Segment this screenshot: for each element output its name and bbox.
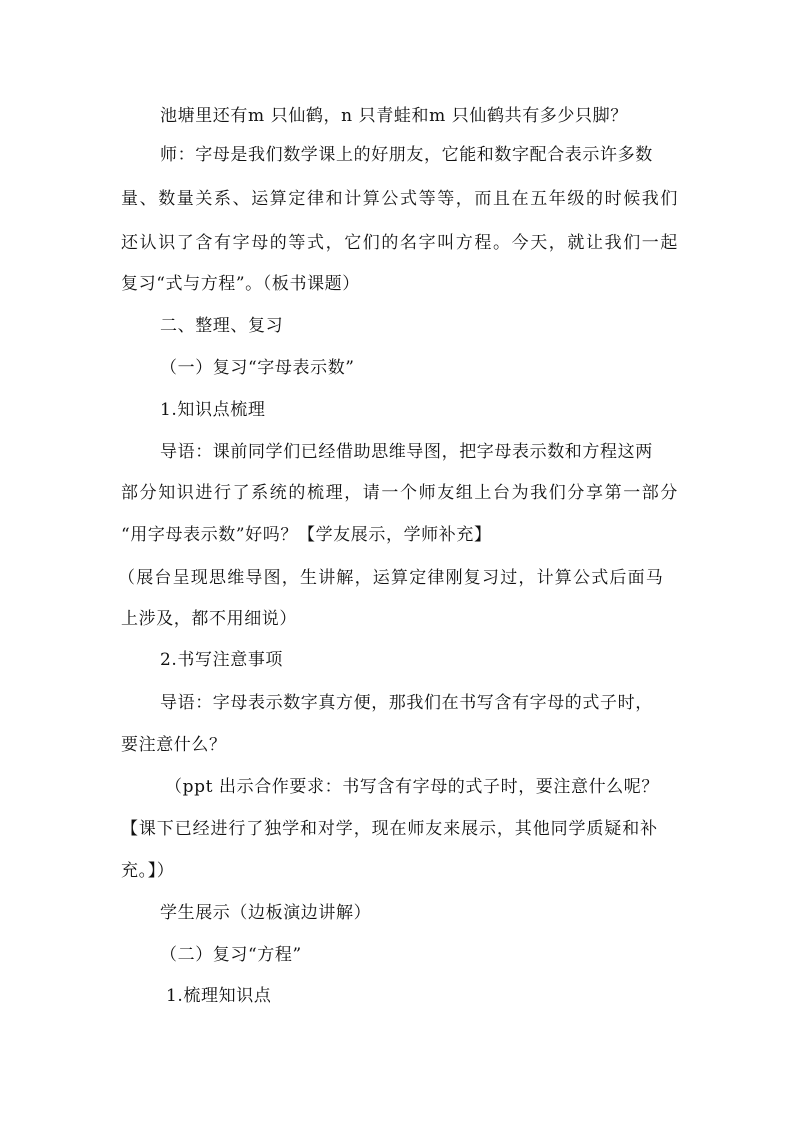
paragraph-line: 学生展示（边板演边讲解）: [160, 903, 372, 923]
paragraph-line: 要注意什么？: [121, 735, 227, 755]
paragraph-line: 导语：字母表示数字真方便，那我们在书写含有字母的式子时，: [160, 693, 653, 713]
subsection-heading: （一）复习“字母表示数”: [160, 358, 355, 378]
paragraph-line: 复习“式与方程”。（板书课题）: [121, 274, 360, 294]
paragraph-line: （ppt 出示合作要求：书写含有字母的式子时，要注意什么呢？: [165, 777, 659, 797]
paragraph-line: 【课下已经进行了独学和对学，现在师友来展示，其他同学质疑和补: [121, 819, 658, 839]
section-heading: 二、整理、复习: [160, 316, 284, 336]
paragraph-line: 导语：课前同学们已经借助思维导图，把字母表示数和方程这两: [160, 442, 653, 462]
paragraph-line: 师：字母是我们数学课上的好朋友，它能和数字配合表示许多数: [160, 145, 653, 165]
paragraph-line: 量、数量关系、运算定律和计算公式等等，而且在五年级的时候我们: [121, 189, 679, 209]
item-heading: 1.知识点梳理: [160, 400, 266, 420]
item-heading: 1.梳理知识点: [166, 986, 272, 1006]
subsection-heading: （二）复习“方程”: [160, 945, 302, 965]
paragraph-line: 充。】）: [121, 861, 175, 881]
paragraph-line: 部分知识进行了系统的梳理，请一个师友组上台为我们分享第一部分: [121, 483, 679, 503]
item-heading: 2.书写注意事项: [160, 650, 284, 670]
paragraph-line: 池塘里还有m 只仙鹤，n 只青蛙和m 只仙鹤共有多少只脚？: [160, 106, 628, 126]
paragraph-line: 还认识了含有字母的等式，它们的名字叫方程。今天，就让我们一起: [121, 233, 679, 253]
paragraph-line: “用字母表示数”好吗？【学友展示，学师补充】: [121, 525, 492, 545]
paragraph-line: （展台呈现思维导图，生讲解，运算定律刚复习过，计算公式后面马: [118, 568, 664, 588]
paragraph-line: 上涉及，都不用细说）: [121, 609, 297, 629]
